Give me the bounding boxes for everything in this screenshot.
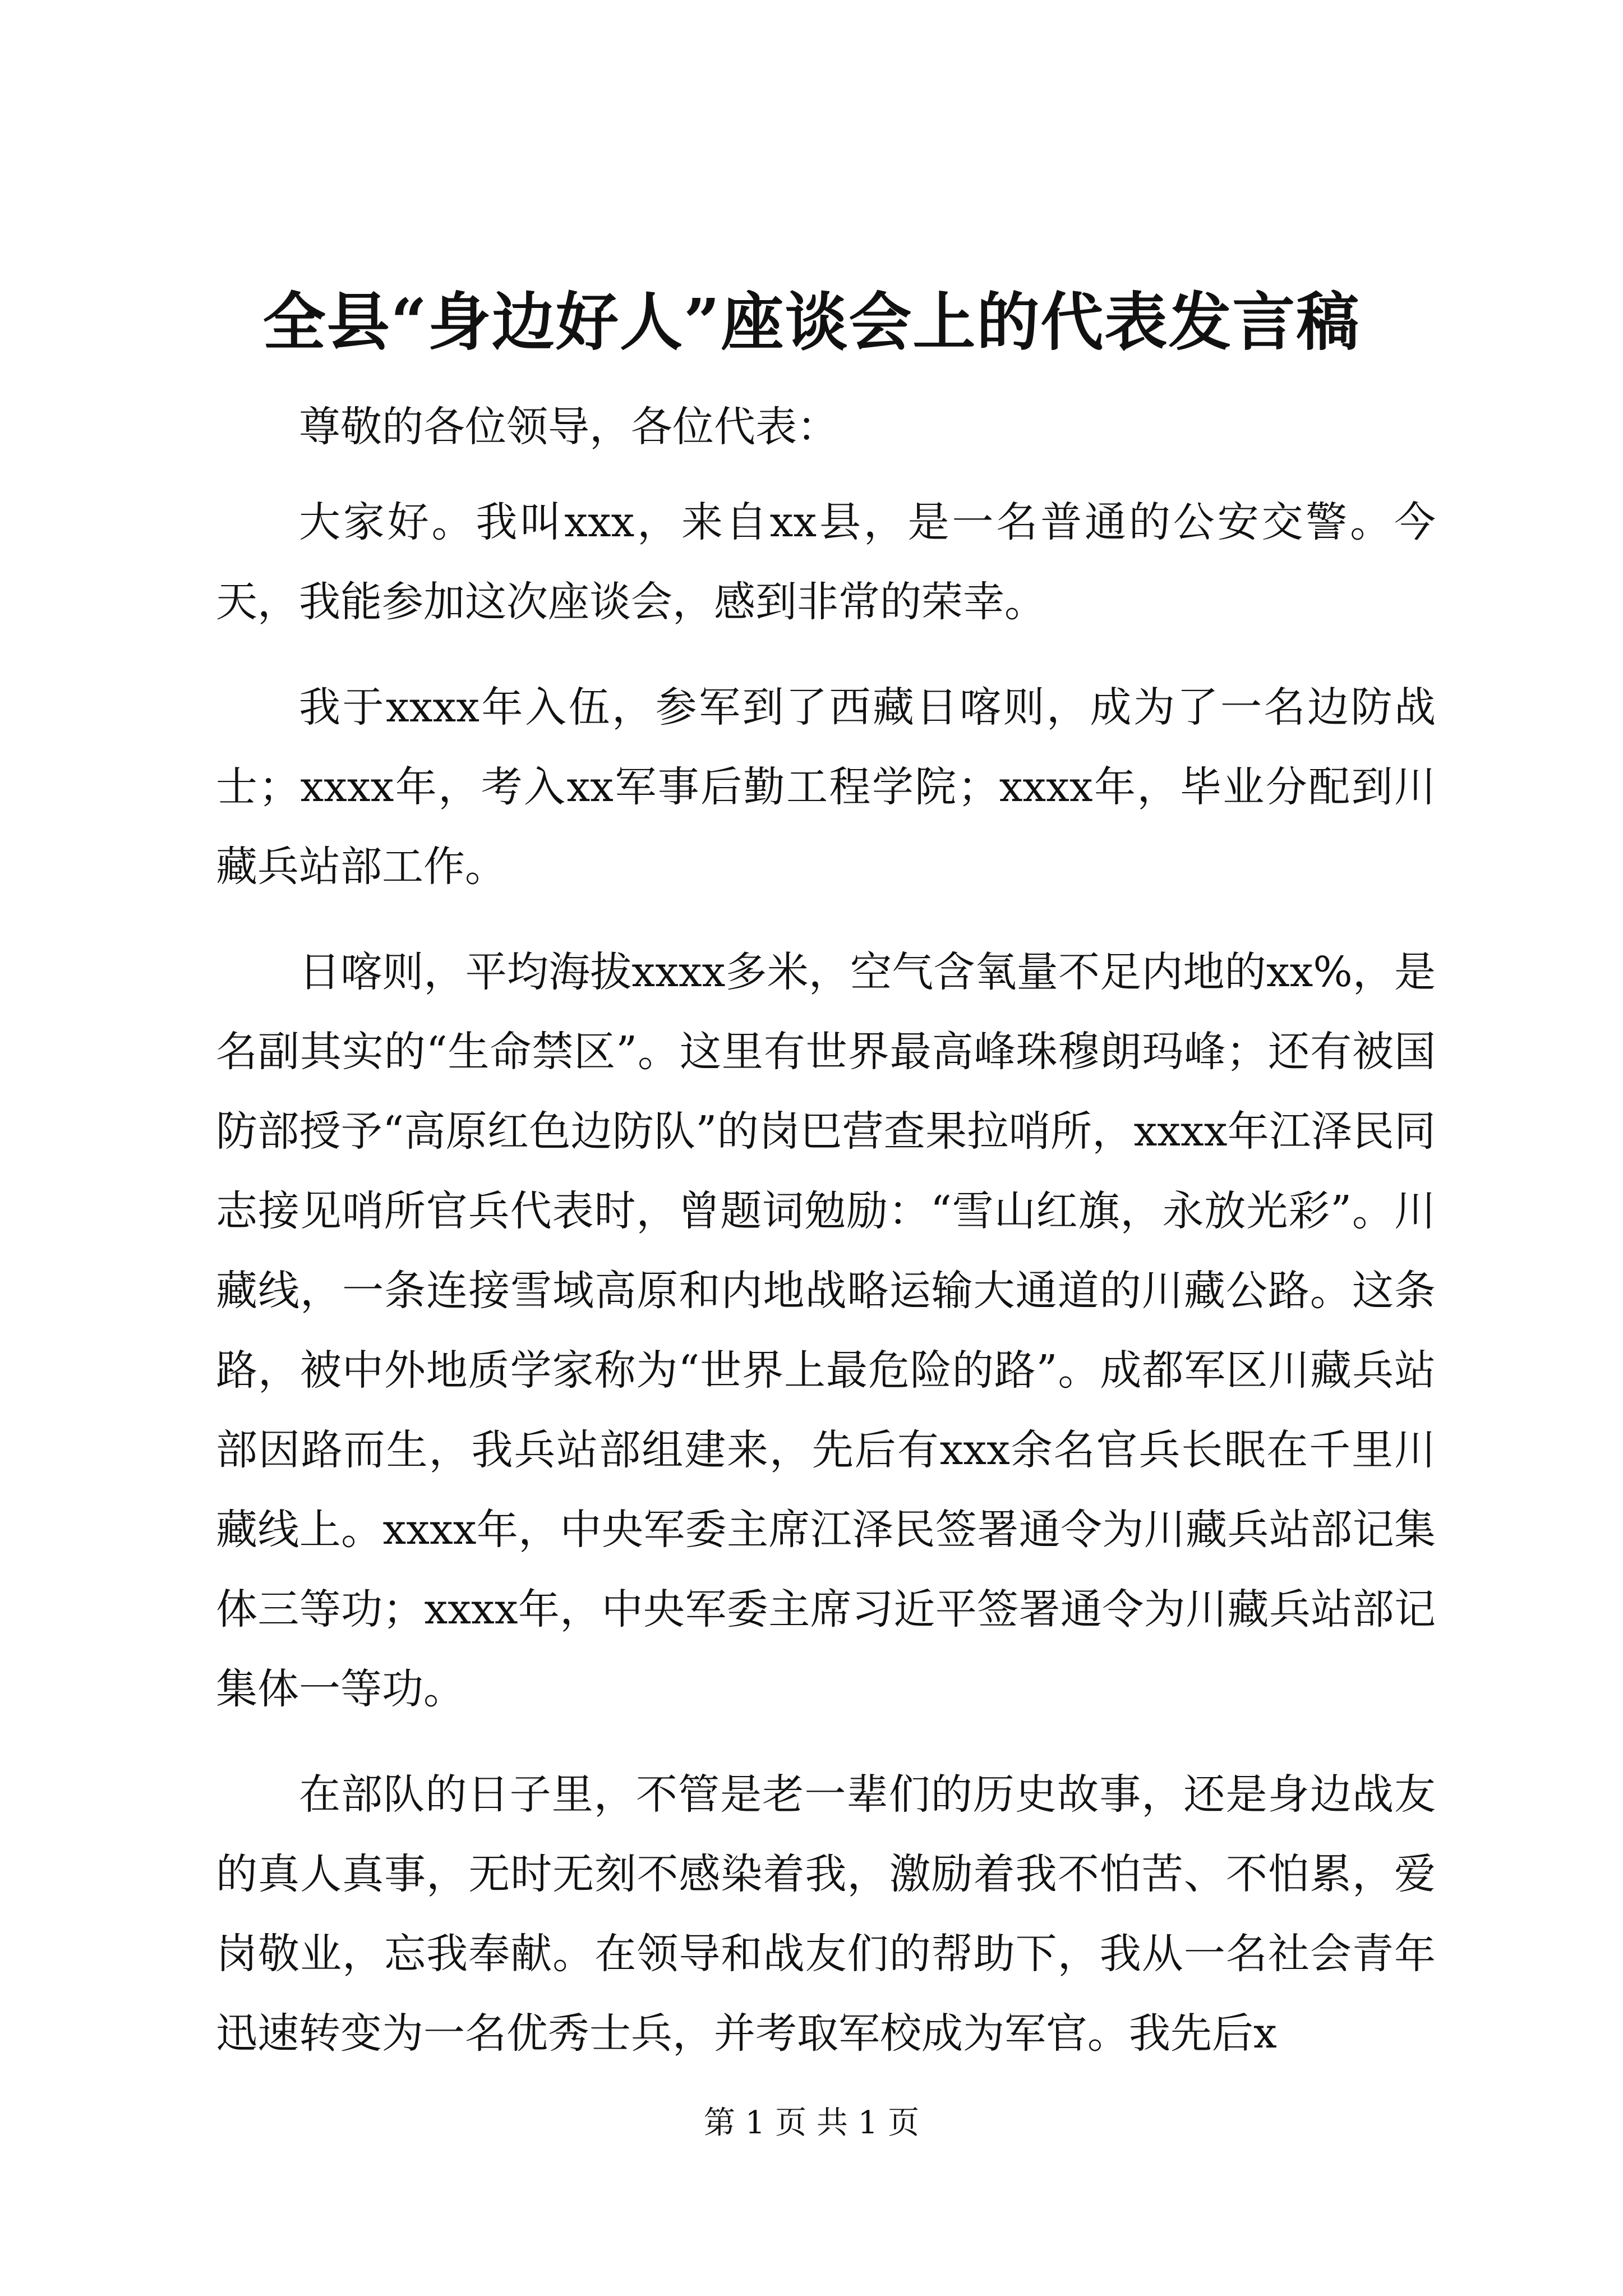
paragraph-army-life: 在部队的日子里，不管是老一辈们的历史故事，还是身边战友的真人真事，无时无刻不感染着我，激励着我不怕苦、不怕累，爱岗敬业，忘我奉献。在领导和战友们的帮助下，我从一名社会青年迅速转变为一名优秀士兵，并考取军校成为军官。我先后x xyxy=(216,1770,1436,2058)
paragraph-salutation: 尊敬的各位领导，各位代表： xyxy=(299,403,838,451)
paragraph-military-history: 我于xxxx年入伍，参军到了西藏日喀则，成为了一名边防战士；xxxx年，考入xx军事后勤工程学院；xxxx年，毕业分配到川藏兵站部工作。 xyxy=(216,683,1436,891)
document-title: 全县“身边好人”座谈会上的代表发言稿 xyxy=(262,286,1361,359)
paragraph-introduction: 大家好。我叫xxx，来自xx县，是一名普通的公安交警。今天，我能参加这次座谈会，感到非常的荣幸。 xyxy=(216,498,1436,626)
page-footer: 第 1 页 共 1 页 xyxy=(703,2105,920,2141)
paragraph-shigatse-sichuan-tibet: 日喀则，平均海拔xxxx多米，空气含氧量不足内地的xx%，是名副其实的“生命禁区”。这里有世界最高峰珠穆朗玛峰；还有被国防部授予“高原红色边防队”的岗巴营查果拉哨所，xxxx年江泽民同志接见哨所官兵代表时，曾题词勉励：“雪山红旗，永放光彩”。川藏线，一条连接雪域高原和内地战略运输大通道的川藏公路。这条路，被中外地质学家称为“世界上最危险的路”。成都军区川藏兵站部因路而生，我兵站部组建来，先后有xxx余名官兵长眠在千里川藏线上。xxxx年，中央军委主席江泽民签署通令为川藏兵站部记集体三等功；xxxx年，中央军委主席习近平签署通令为川藏兵站部记集体一等功。 xyxy=(216,948,1436,1713)
document-body xyxy=(216,387,1436,2099)
